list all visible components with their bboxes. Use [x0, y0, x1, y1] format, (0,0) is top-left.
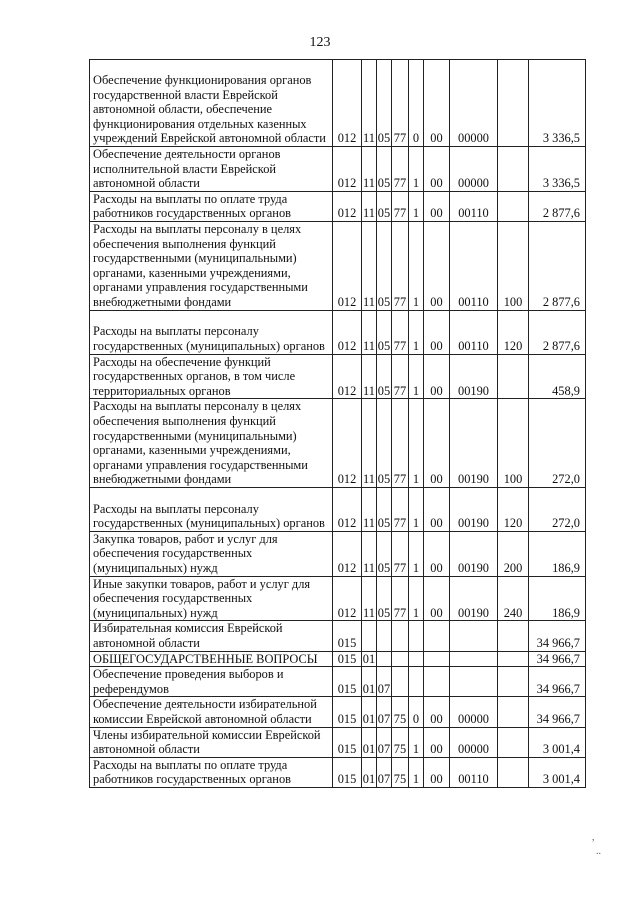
cell-grbs: 012: [333, 221, 362, 310]
cell-name: Расходы на выплаты персоналу государственных (муниципальных) органов: [90, 487, 333, 531]
cell-grbs: 012: [333, 487, 362, 531]
cell-rz: 11: [362, 310, 377, 354]
cell-vr: [498, 667, 529, 697]
cell-name: Обеспечение деятельности избирательной комиссии Еврейской автономной области: [90, 697, 333, 727]
cell-csr1: 77: [392, 399, 409, 488]
cell-name: Обеспечение функционирования органов государственной власти Еврейской автономной области, обеспечение функционирования отдельных казенных учреждений Еврейской автономной области: [90, 60, 333, 147]
cell-csr1: 75: [392, 757, 409, 787]
cell-vr: [498, 147, 529, 192]
cell-csr4: 00000: [450, 147, 498, 192]
cell-grbs: 015: [333, 697, 362, 727]
cell-pr: [377, 651, 392, 667]
table-row: [90, 221, 586, 310]
cell-csr3: 00: [424, 399, 450, 488]
cell-vr: 100: [498, 221, 529, 310]
table-row: [90, 487, 586, 531]
cell-pr: 05: [377, 354, 392, 399]
cell-csr3: 00: [424, 576, 450, 621]
cell-pr: 07: [377, 667, 392, 697]
cell-csr1: 77: [392, 487, 409, 531]
cell-amount: 34 966,7: [529, 621, 586, 651]
cell-rz: 01: [362, 757, 377, 787]
cell-rz: 11: [362, 487, 377, 531]
table-row: [90, 60, 586, 147]
cell-csr1: 75: [392, 697, 409, 727]
cell-csr1: 77: [392, 576, 409, 621]
cell-vr: 240: [498, 576, 529, 621]
cell-vr: 100: [498, 399, 529, 488]
cell-name: Расходы на выплаты по оплате труда работников государственных органов: [90, 757, 333, 787]
table-row: [90, 651, 586, 667]
cell-csr2: 1: [409, 531, 424, 576]
cell-vr: 200: [498, 531, 529, 576]
cell-vr: [498, 621, 529, 651]
cell-name: Избирательная комиссия Еврейской автономной области: [90, 621, 333, 651]
cell-grbs: 012: [333, 191, 362, 221]
cell-csr2: [409, 651, 424, 667]
cell-name: Обеспечение деятельности органов исполнительной власти Еврейской автономной области: [90, 147, 333, 192]
table-body: [90, 60, 586, 788]
cell-grbs: 015: [333, 727, 362, 757]
cell-rz: 01: [362, 651, 376, 666]
cell-rz: 11: [362, 576, 377, 621]
cell-grbs: 012: [333, 399, 362, 488]
table-row: [90, 399, 586, 488]
table-row: [90, 757, 586, 787]
cell-rz: 01: [362, 727, 377, 757]
cell-csr1: 77: [392, 531, 409, 576]
table-row: [90, 667, 586, 697]
cell-name: Иные закупки товаров, работ и услуг для обеспечения государственных (муниципальных) нужд: [90, 576, 333, 621]
cell-csr1: 77: [392, 147, 409, 192]
cell-grbs: 012: [333, 354, 362, 399]
cell-amount: 3 336,5: [529, 147, 586, 192]
cell-csr4: 00110: [450, 310, 498, 354]
table-row: [90, 191, 586, 221]
cell-csr4: 00190: [450, 531, 498, 576]
cell-csr4: 00190: [450, 354, 498, 399]
table-row: [90, 576, 586, 621]
cell-pr: 07: [377, 697, 392, 727]
cell-amount: 34 966,7: [529, 651, 586, 667]
cell-vr: 120: [498, 487, 529, 531]
cell-pr: [377, 621, 392, 651]
cell-csr1: 77: [392, 310, 409, 354]
cell-csr4: 00110: [450, 757, 498, 787]
cell-grbs: 012: [333, 310, 362, 354]
table-row: [90, 310, 586, 354]
cell-csr2: 1: [409, 191, 424, 221]
cell-name: Закупка товаров, работ и услуг для обеспечения государственных (муниципальных) нужд: [90, 531, 333, 576]
cell-csr1: 77: [392, 191, 409, 221]
cell-pr: 05: [377, 191, 392, 221]
cell-pr: 05: [377, 576, 392, 621]
cell-csr3: [424, 621, 450, 651]
table-row: [90, 147, 586, 192]
cell-amount: 3 001,4: [529, 757, 586, 787]
cell-csr3: 00: [424, 310, 450, 354]
cell-csr1: [392, 651, 409, 667]
cell-name: ОБЩЕГОСУДАРСТВЕННЫЕ ВОПРОСЫ: [90, 651, 333, 667]
page-number: 123: [309, 35, 331, 50]
budget-table: [89, 59, 586, 788]
cell-csr3: 00: [424, 354, 450, 399]
cell-grbs: 012: [333, 147, 362, 192]
cell-amount: 2 877,6: [529, 191, 586, 221]
cell-amount: 272,0: [529, 487, 586, 531]
cell-csr3: 00: [424, 147, 450, 192]
cell-vr: [498, 354, 529, 399]
cell-csr4: 00190: [450, 576, 498, 621]
cell-vr: [498, 651, 529, 667]
cell-rz: 11: [362, 354, 377, 399]
cell-csr4: 00110: [450, 191, 498, 221]
cell-csr3: [424, 667, 450, 697]
cell-csr4: 00000: [450, 697, 498, 727]
cell-csr4: 00000: [450, 60, 498, 147]
cell-csr1: 75: [392, 727, 409, 757]
cell-csr1: [392, 621, 409, 651]
cell-name: Расходы на выплаты персоналу в целях обеспечения выполнения функций государственными (муниципальными) органами, казенными учреждениями, органами управления государственными внебюджетными фондами: [90, 399, 333, 488]
cell-csr4: 00110: [450, 221, 498, 310]
cell-vr: 120: [498, 310, 529, 354]
cell-name: Расходы на выплаты по оплате труда работников государственных органов: [90, 191, 333, 221]
cell-csr3: 00: [424, 757, 450, 787]
cell-csr2: 1: [409, 310, 424, 354]
cell-rz: 11: [362, 399, 377, 488]
cell-csr1: 77: [392, 60, 409, 147]
cell-amount: 2 877,6: [529, 221, 586, 310]
cell-name: Члены избирательной комиссии Еврейской автономной области: [90, 727, 333, 757]
cell-rz: 11: [362, 221, 377, 310]
cell-vr: [498, 191, 529, 221]
cell-csr4: 00000: [450, 727, 498, 757]
cell-csr4: [450, 621, 498, 651]
cell-csr2: 0: [409, 60, 424, 147]
cell-name: Расходы на обеспечение функций государственных органов, в том числе территориальных органов: [90, 354, 333, 399]
cell-csr2: 1: [409, 576, 424, 621]
cell-grbs: 015: [333, 651, 362, 667]
cell-csr2: 1: [409, 487, 424, 531]
table-row: [90, 697, 586, 727]
cell-grbs: 012: [333, 60, 362, 147]
cell-pr: 07: [377, 757, 392, 787]
cell-csr3: [424, 651, 450, 667]
cell-vr: [498, 757, 529, 787]
cell-amount: 3 001,4: [529, 727, 586, 757]
cell-csr2: 0: [409, 697, 424, 727]
cell-grbs: 012: [333, 576, 362, 621]
cell-csr2: 1: [409, 221, 424, 310]
cell-csr2: 1: [409, 399, 424, 488]
scan-artifact: ,: [592, 832, 595, 843]
cell-vr: [498, 727, 529, 757]
cell-grbs: 015: [333, 667, 362, 697]
cell-csr4: [450, 651, 498, 667]
cell-csr2: 1: [409, 147, 424, 192]
scan-artifact: ..: [596, 846, 601, 857]
cell-csr4: [450, 667, 498, 697]
cell-grbs: 015: [333, 621, 362, 651]
cell-csr2: 1: [409, 354, 424, 399]
cell-pr: 05: [377, 60, 392, 147]
cell-csr3: 00: [424, 531, 450, 576]
cell-csr2: [409, 667, 424, 697]
cell-vr: [498, 60, 529, 147]
cell-csr3: 00: [424, 221, 450, 310]
cell-rz: 01: [362, 697, 377, 727]
table-row: [90, 354, 586, 399]
cell-csr3: 00: [424, 191, 450, 221]
cell-pr: 05: [377, 531, 392, 576]
table-row: [90, 621, 586, 651]
cell-amount: 34 966,7: [529, 667, 586, 697]
cell-amount: 272,0: [529, 399, 586, 488]
cell-csr3: 00: [424, 60, 450, 147]
cell-csr3: 00: [424, 697, 450, 727]
table-row: [90, 727, 586, 757]
cell-grbs: 015: [333, 757, 362, 787]
cell-csr4: 00190: [450, 487, 498, 531]
cell-name: Расходы на выплаты персоналу государственных (муниципальных) органов: [90, 310, 333, 354]
cell-rz: 01: [362, 667, 377, 697]
cell-rz: 11: [362, 60, 377, 147]
cell-pr: 05: [377, 147, 392, 192]
cell-rz: 11: [362, 147, 377, 192]
cell-amount: 186,9: [529, 576, 586, 621]
cell-csr2: 1: [409, 757, 424, 787]
cell-pr: 05: [377, 487, 392, 531]
cell-pr: 05: [377, 310, 392, 354]
cell-rz: [362, 621, 377, 651]
cell-csr4: 00190: [450, 399, 498, 488]
cell-csr3: 00: [424, 727, 450, 757]
cell-csr3: 00: [424, 487, 450, 531]
cell-pr: 05: [377, 221, 392, 310]
cell-csr1: [392, 667, 409, 697]
cell-amount: 3 336,5: [529, 60, 586, 147]
cell-csr2: [409, 621, 424, 651]
cell-name: Обеспечение проведения выборов и референдумов: [90, 667, 333, 697]
cell-name: Расходы на выплаты персоналу в целях обеспечения выполнения функций государственными (муниципальными) органами, казенными учреждениями, органами управления государственными внебюджетными фондами: [90, 221, 333, 310]
cell-amount: 186,9: [529, 531, 586, 576]
cell-amount: 34 966,7: [529, 697, 586, 727]
table-row: [90, 531, 586, 576]
cell-rz: 11: [362, 531, 377, 576]
cell-pr: 07: [377, 727, 392, 757]
cell-rz: 11: [362, 191, 377, 221]
cell-csr1: 77: [392, 354, 409, 399]
cell-vr: [498, 697, 529, 727]
cell-csr2: 1: [409, 727, 424, 757]
cell-amount: 2 877,6: [529, 310, 586, 354]
cell-pr: 05: [377, 399, 392, 488]
cell-amount: 458,9: [529, 354, 586, 399]
cell-csr1: 77: [392, 221, 409, 310]
cell-grbs: 012: [333, 531, 362, 576]
